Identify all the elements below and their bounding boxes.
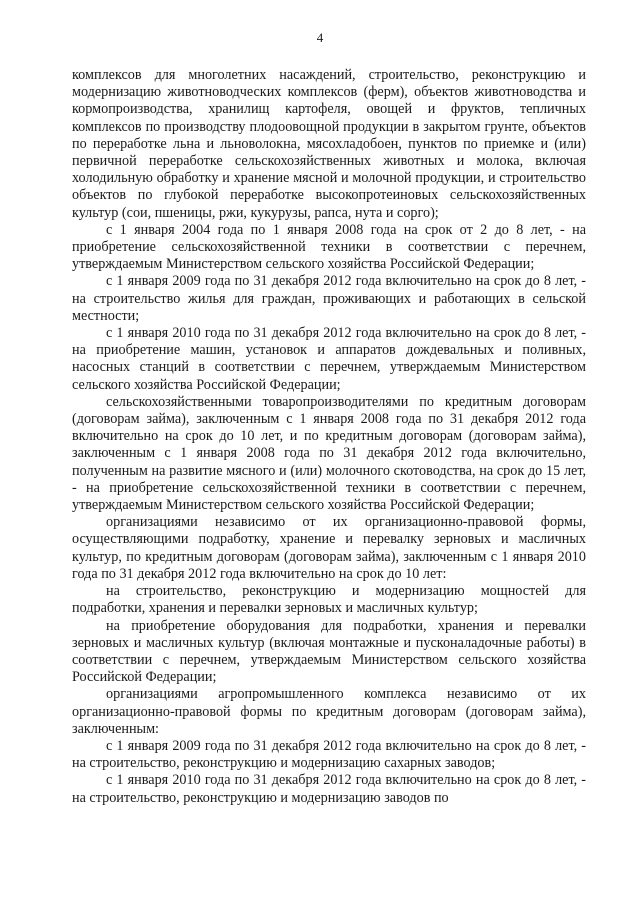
- paragraph: с 1 января 2010 года по 31 декабря 2012 года включительно на срок до 8 лет, - на строительство, реконструкцию и модернизацию заводов по: [72, 772, 586, 806]
- paragraph: на строительство, реконструкцию и модернизацию мощностей для подработки, хранения и перевалки зерновых и масличных культур;: [72, 583, 586, 617]
- paragraph: организациями независимо от их организационно-правовой формы, осуществляющими подработку, хранение и перевалку зерновых и масличных культур, по кредитным договорам (договорам займа), заключенным с 1 января 2010 года по 31 декабря 2012 года включительно на срок до 10 лет:: [72, 514, 586, 582]
- paragraph: с 1 января 2009 года по 31 декабря 2012 года включительно на срок до 8 лет, - на строительство жилья для граждан, проживающих и работающих в сельской местности;: [72, 273, 586, 324]
- paragraph: сельскохозяйственными товаропроизводителями по кредитным договорам (договорам займа), заключенным с 1 января 2008 года по 31 декабря 2012 года включительно на срок до 10 лет, и по кредитным договорам (договорам займа), заключенным с 1 января 2008 года по 31 декабря 2012 года включительно, полученным на развитие мясного и (или) молочного скотоводства, на срок до 15 лет, - на приобретение сельскохозяйственной техники в соответствии с перечнем, утверждаемым Министерством сельского хозяйства Российской Федерации;: [72, 393, 586, 514]
- paragraph: на приобретение оборудования для подработки, хранения и перевалки зерновых и масличных культур (включая монтажные и пусконаладочные работы) в соответствии с перечнем, утверждаемым Министерством сельского хозяйства Российской Федерации;: [72, 617, 586, 686]
- paragraph: с 1 января 2004 года по 1 января 2008 года на срок от 2 до 8 лет, - на приобретение сельскохозяйственной техники в соответствии с перечнем, утверждаемым Министерством сельского хозяйства Российской Федерации;: [72, 221, 586, 273]
- paragraph: организациями агропромышленного комплекса независимо от их организационно-правовой формы по кредитным договорам (договорам займа), заключенным:: [72, 686, 586, 737]
- page-number: 4: [316, 30, 324, 45]
- paragraph: комплексов для многолетних насаждений, строительство, реконструкцию и модернизацию животноводческих комплексов (ферм), объектов животноводства и кормопроизводства, хранилищ картофеля, овощей и фруктов, тепличных комплексов по производству плодоовощной продукции в закрытом грунте, объектов по переработке льна и льноволокна, мясохладобоен, пунктов по приемке и (или) первичной переработке сельскохозяйственных животных и молока, включая холодильную обработку и хранение мясной и молочной продукции, и строительство объектов по глубокой переработке высокопротеиновых сельскохозяйственных культур (сои, пшеницы, ржи, кукурузы, рапса, нута и сорго);: [72, 67, 586, 221]
- paragraph: с 1 января 2010 года по 31 декабря 2012 года включительно на срок до 8 лет, - на приобретение машин, установок и аппаратов дождевальных и поливных, насосных станций в соответствии с перечнем, утверждаемым Министерством сельского хозяйства Российской Федерации;: [72, 325, 586, 393]
- document-body: [72, 67, 586, 807]
- paragraph: с 1 января 2009 года по 31 декабря 2012 года включительно на срок до 8 лет, - на строительство, реконструкцию и модернизацию сахарных заводов;: [72, 737, 586, 772]
